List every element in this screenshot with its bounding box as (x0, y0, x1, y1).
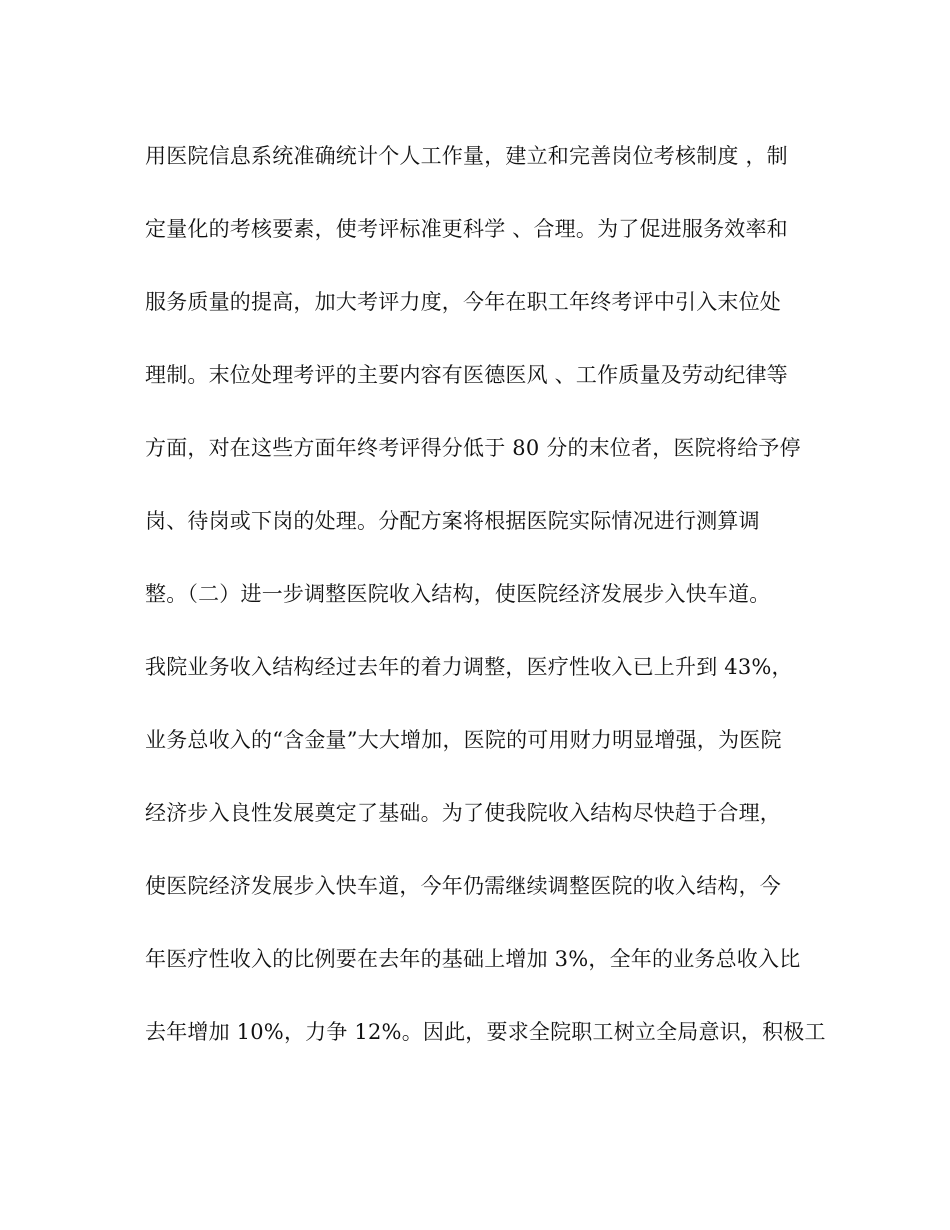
text-line: 服务质量的提高，加大考评力度，今年在职工年终考评中引入末位处 (145, 290, 781, 314)
text-line: 我院业务收入结构经过去年的着力调整，医疗性收入已上升到 43%， (145, 655, 793, 679)
text-line: 经济步入良性发展奠定了基础。为了使我院收入结构尽快趋于合理， (145, 801, 781, 825)
text-line: 年医疗性收入的比例要在去年的基础上增加 3%，全年的业务总收入比 (145, 947, 801, 971)
text-line: 理制。末位处理考评的主要内容有医德医风 、工作质量及劳动纪律等 (145, 363, 788, 387)
text-line: 整。（二）进一步调整医院收入结构，使医院经济发展步入快车道。 (145, 582, 771, 606)
text-line: 定量化的考核要素，使考评标准更科学 、合理。为了促进服务效率和 (145, 217, 788, 241)
text-line: 用医院信息系统准确统计个人工作量，建立和完善岗位考核制度 ，制 (145, 144, 788, 168)
text-line: 使医院经济发展步入快车道，今年仍需继续调整医院的收入结构，今 (145, 874, 781, 898)
text-line: 岗、待岗或下岗的处理。分配方案将根据医院实际情况进行测算调 (145, 509, 760, 533)
text-line: 方面，对在这些方面年终考评得分低于 80 分的末位者，医院将给予停 (145, 436, 801, 460)
body-text (145, 136, 825, 1085)
text-line: 去年增加 10%，力争 12%。因此，要求全院职工树立全局意识，积极工 (145, 1020, 826, 1044)
text-line: 业务总收入的“含金量”大大增加，医院的可用财力明显增强，为医院 (145, 728, 782, 752)
